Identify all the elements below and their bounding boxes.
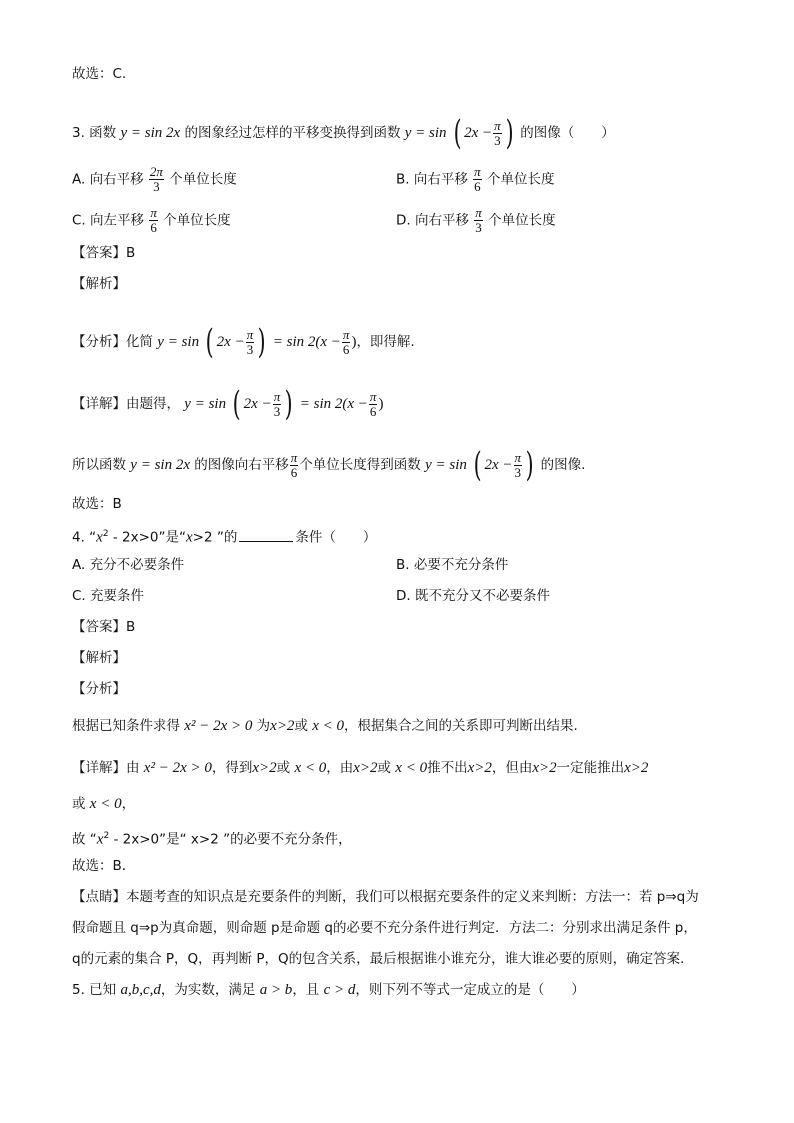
var-x: x: [186, 529, 193, 546]
answer-value: B: [126, 245, 136, 261]
frac-num: 2π: [149, 164, 163, 179]
analysis-text: 化简: [126, 334, 153, 350]
detail-text: 由题得，: [126, 396, 180, 412]
text: ，但由: [491, 760, 533, 776]
text: - 2x>0”是“ x>2 ”的必要不充分条件，: [109, 831, 352, 848]
option-text: 个单位长度: [486, 171, 555, 188]
condition: x>2: [624, 760, 649, 776]
text: 的图像向右平移: [194, 457, 289, 473]
left-paren: (: [453, 113, 462, 153]
option-label: D. 向右平移: [396, 212, 469, 229]
option-fraction: [149, 165, 164, 194]
frac-num: π: [273, 388, 281, 404]
q3-inner: 2x −: [464, 125, 493, 141]
frac-den: 3: [494, 132, 501, 148]
frac-den: 6: [474, 179, 481, 194]
answer-tag: 【答案】: [72, 245, 126, 261]
paren-expr: [230, 384, 295, 424]
condition: c > d: [323, 982, 356, 998]
q4-option-d: D. 既不充分又不必要条件: [396, 588, 550, 604]
condition: x>2: [353, 760, 378, 776]
equals-expr: = sin 2(x −: [299, 396, 368, 412]
frac-den: 3: [475, 220, 482, 235]
fraction: [246, 328, 255, 357]
q4-analysis-tag: 【解析】: [72, 650, 126, 666]
detail-tag: 【详解】: [72, 760, 126, 776]
frac-den: 6: [290, 464, 298, 480]
var-x: x: [96, 831, 104, 848]
q3-func-2: y = sin: [404, 125, 447, 141]
close-paren: ): [351, 334, 357, 350]
q3-option-c: [72, 206, 231, 235]
q3-answer: [72, 243, 135, 263]
condition: x < 0: [395, 760, 428, 776]
inner: 2x −: [216, 334, 245, 350]
text: ，根据集合之间的关系即可判断出结果.: [344, 718, 578, 734]
q3-number: 3. 函数: [72, 125, 117, 141]
detail-tag: 【详解】: [72, 396, 126, 412]
text: 为: [256, 718, 271, 734]
text: 故 “: [72, 831, 97, 848]
question-3-stem: [72, 113, 615, 153]
frac-den: 3: [514, 464, 521, 480]
q4-option-a: A. 充分不必要条件: [72, 557, 185, 573]
question-4-stem: [72, 524, 376, 548]
left-paren: (: [233, 384, 242, 424]
text: 由: [126, 760, 140, 776]
q4-option-b: B. 必要不充分条件: [396, 557, 509, 573]
option-fraction: [473, 165, 482, 194]
option-label: C. 向左平移: [72, 212, 145, 229]
q3-paren-expr: [451, 113, 516, 153]
text: 所以函数: [72, 457, 126, 473]
option-text: 个单位长度: [169, 171, 237, 188]
func-2: y = sin: [425, 457, 467, 473]
text: 的图像.: [540, 457, 586, 473]
text: ，则下列不等式一定成立的是（ ）: [355, 982, 585, 998]
func: y = sin: [184, 396, 227, 412]
left-paren: (: [473, 445, 482, 485]
fraction: [514, 451, 523, 480]
analysis-end: ，即得解.: [356, 334, 415, 350]
q3-analysis: [72, 322, 415, 362]
text: ，得到: [211, 760, 253, 776]
text: ，且: [292, 982, 320, 998]
q3-analysis-tag: 【解析】: [72, 276, 126, 292]
text: 个单位长度得到函数: [299, 457, 421, 473]
right-paren: ): [284, 384, 293, 424]
frac-num: π: [150, 205, 157, 220]
frac-den: 3: [153, 179, 160, 194]
text: 或: [294, 718, 308, 734]
q3-conclusion: [72, 445, 585, 485]
text: 5. 已知: [72, 982, 117, 998]
exponent: 2: [102, 529, 109, 539]
frac-num: π: [369, 388, 377, 404]
fraction: [369, 390, 378, 419]
text: 根据已知条件求得: [72, 718, 180, 734]
option-text: 个单位长度: [488, 212, 556, 229]
condition: x>2: [532, 760, 557, 776]
condition: x < 0: [89, 796, 122, 812]
q3-detail: [72, 384, 383, 424]
frac-num: π: [290, 449, 298, 465]
text: 或: [377, 760, 391, 776]
q4-option-c: C. 充要条件: [72, 588, 145, 604]
equals-expr: = sin 2(x −: [272, 334, 341, 350]
q4-comment-line-3: q的元素的集合 P，Q，再判断 P，Q的包含关系，最后根据谁小谁充分，谁大谁必要的原则，确定答案．: [72, 951, 694, 967]
text: ，为实数，满足: [160, 982, 256, 998]
q4-text: 4. “: [72, 529, 97, 546]
text: 或: [72, 796, 86, 812]
frac-den: 6: [150, 220, 157, 235]
variables: a,b,c,d: [120, 982, 161, 998]
analysis-tag: 【分析】: [72, 334, 126, 350]
condition: a > b: [259, 982, 293, 998]
paren-expr: [471, 445, 536, 485]
q4-detail-2: [72, 794, 135, 814]
q3-final: 故选：B: [72, 496, 122, 512]
option-fraction: [474, 206, 483, 235]
condition: x>2: [270, 718, 295, 734]
paren-expr: [203, 322, 268, 362]
q4-answer: [72, 617, 135, 637]
inner: 2x −: [484, 457, 513, 473]
text: ，由: [326, 760, 354, 776]
q4-analysis-head: 【分析】: [72, 681, 126, 697]
answer-tag: 【答案】: [72, 619, 126, 635]
q4-comment-line-2: 假命题且 q⇒p为真命题，则命题 p是命题 q的必要不充分条件进行判定．方法二：分别求出满足条件 p，: [72, 920, 697, 936]
fraction: [290, 451, 299, 480]
option-label: A. 向右平移: [72, 171, 144, 188]
inner: 2x −: [243, 396, 272, 412]
q4-comment-line-1: 【点睛】本题考查的知识点是充要条件的判断，我们可以根据充要条件的定义来判断：方法一：若 p⇒q为: [72, 889, 699, 905]
q4-final: 故选：B．: [72, 858, 136, 874]
text: ，: [121, 796, 136, 812]
answer-blank: [239, 527, 293, 542]
condition: x < 0: [312, 718, 345, 734]
inequality: x² − 2x > 0: [143, 760, 212, 776]
right-paren: ): [525, 445, 534, 485]
q4-detail-1: [72, 758, 648, 778]
option-fraction: [149, 206, 158, 235]
q4-text: 条件（ ）: [295, 529, 377, 546]
frac-den: 3: [273, 403, 281, 419]
close-paren: ): [378, 396, 384, 412]
condition: x < 0: [294, 760, 327, 776]
option-text: 个单位长度: [163, 212, 231, 229]
frac-num: π: [494, 117, 501, 133]
q4-conclusion: [72, 826, 352, 850]
fraction: [273, 390, 282, 419]
right-paren: ): [505, 113, 514, 153]
q3-option-a: [72, 165, 237, 194]
text: 推不出: [427, 760, 468, 776]
inequality: x² − 2x > 0: [184, 718, 253, 734]
question-5-stem: [72, 980, 585, 1000]
exponent: 2: [103, 831, 110, 841]
frac-num: π: [246, 326, 254, 342]
func-1: y = sin 2x: [130, 457, 190, 473]
fraction: [342, 328, 351, 357]
q3-text-2: 的图像（ ）: [520, 125, 615, 141]
q4-text: - 2x>0”是“: [108, 529, 186, 546]
q4-text: >2 ”的: [192, 529, 238, 546]
text: 或: [276, 760, 291, 776]
answer-choice-line: 故选：C.: [72, 66, 127, 82]
q3-option-d: [396, 206, 556, 235]
q3-func-1: y = sin 2x: [120, 125, 181, 141]
frac-num: π: [475, 205, 482, 220]
text: 一定能推出: [556, 760, 625, 776]
frac-den: 6: [369, 403, 377, 419]
option-label: B. 向右平移: [396, 171, 468, 188]
frac-num: π: [474, 164, 481, 179]
var-x: x: [96, 529, 103, 546]
frac-den: 6: [342, 341, 350, 357]
q3-fraction: [493, 119, 502, 148]
func: y = sin: [157, 334, 200, 350]
answer-value: B: [126, 619, 136, 635]
frac-den: 3: [246, 341, 254, 357]
condition: x>2: [252, 760, 277, 776]
q3-option-b: [396, 165, 554, 194]
frac-num: π: [342, 326, 350, 342]
frac-num: π: [514, 449, 522, 465]
q4-analysis-body: [72, 716, 578, 736]
condition: x>2: [467, 760, 492, 776]
q3-text-1: 的图象经过怎样的平移变换得到函数: [184, 125, 401, 141]
left-paren: (: [206, 322, 215, 362]
right-paren: ): [257, 322, 266, 362]
